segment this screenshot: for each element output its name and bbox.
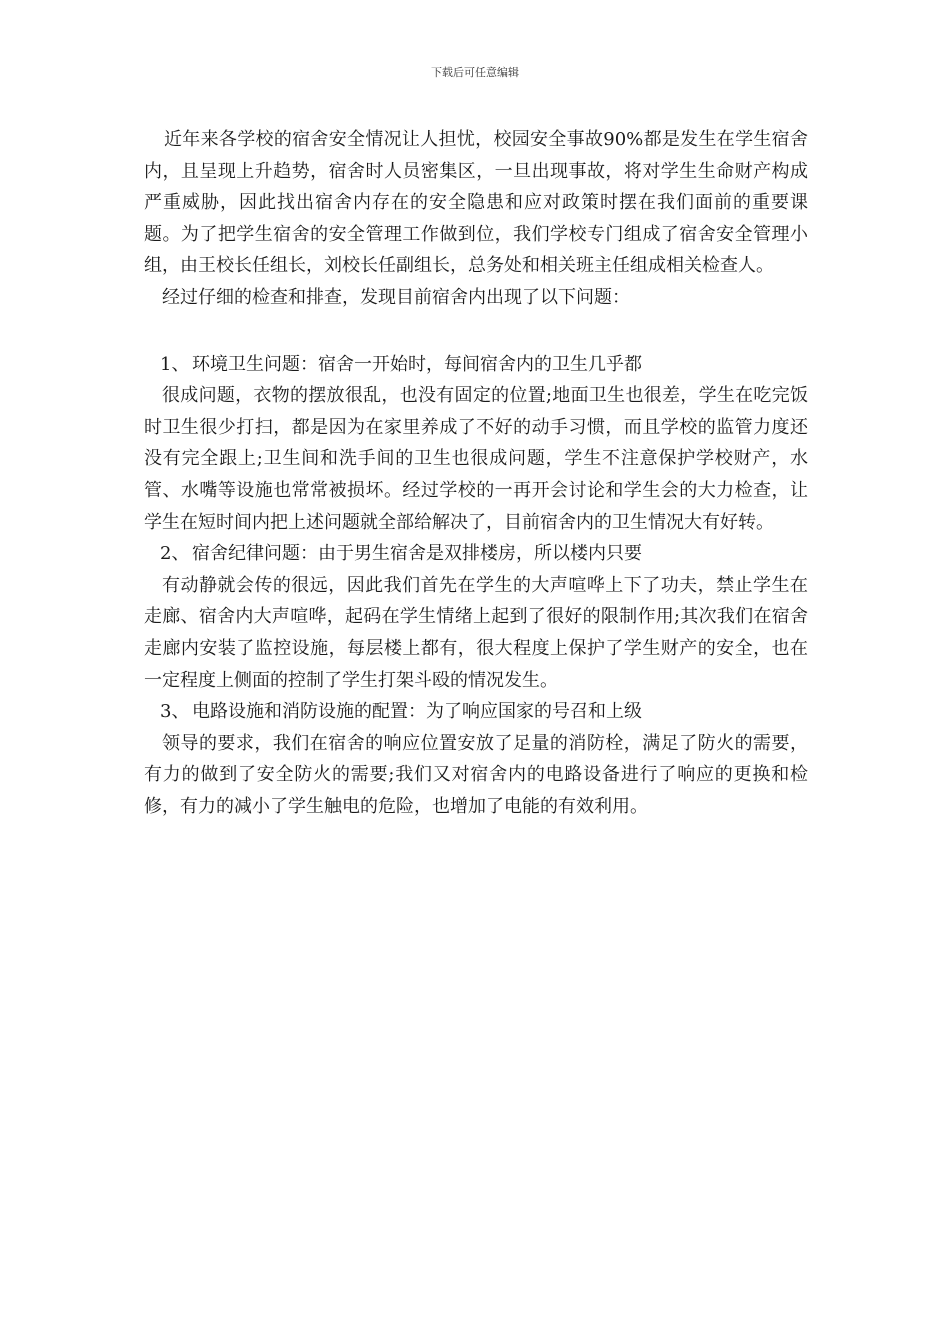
list-item-heading-text-2: 宿舍纪律问题：由于男生宿舍是双排楼房，所以楼内只要 bbox=[192, 543, 642, 565]
document-body bbox=[144, 124, 808, 822]
intro-paragraph: 近年来各学校的宿舍安全情况让人担忧，校园安全事故90%都是发生在学生宿舍内，且呈现上升趋势，宿舍时人员密集区，一旦出现事故，将对学生生命财产构成严重威胁，因此找出宿舍内存在的安全隐患和应对政策时摆在我们面前的重要课题。为了把学生宿舍的安全管理工作做到位，我们学校专门组成了宿舍安全管理小组，由王校长任组长，刘校长任副组长，总务处和相关班主任组成相关检查人。 bbox=[144, 129, 808, 277]
paragraph-gap bbox=[144, 314, 808, 349]
list-item-body-2: 有动静就会传的很远，因此我们首先在学生的大声喧哗上下了功夫，禁止学生在走廊、宿舍内大声喧哗，起码在学生情绪上起到了很好的限制作用;其次我们在宿舍走廊内安装了监控设施，每层楼上都有，很大程度上保护了学生财产的安全，也在一定程度上侧面的控制了学生打架斗殴的情况发生。 bbox=[144, 574, 808, 691]
list-item-heading-text-3: 电路设施和消防设施的配置：为了响应国家的号召和上级 bbox=[192, 701, 642, 723]
list-item-number-2: 2、 bbox=[160, 543, 190, 565]
page-header: 下载后可任意编辑 bbox=[431, 66, 519, 79]
list-item-heading-text-1: 环境卫生问题：宿舍一开始时，每间宿舍内的卫生几乎都 bbox=[192, 353, 642, 375]
list-item-heading-3 bbox=[144, 696, 808, 728]
list-item-number-3: 3、 bbox=[160, 701, 190, 723]
list-item-number-1: 1、 bbox=[160, 353, 190, 375]
list-item-body-1: 很成问题，衣物的摆放很乱，也没有固定的位置;地面卫生也很差，学生在吃完饭时卫生很少打扫，都是因为在家里养成了不好的动手习惯，而且学校的监管力度还没有完全跟上;卫生间和洗手间的卫生也很成问题，学生不注意保护学校财产，水管、水嘴等设施也常常被损坏。经过学校的一再开会讨论和学生会的大力检查，让学生在短时间内把上述问题就全部给解决了，目前宿舍内的卫生情况大有好转。 bbox=[144, 385, 808, 533]
list-item-heading-2 bbox=[144, 538, 808, 570]
lead-paragraph: 经过仔细的检查和排查，发现目前宿舍内出现了以下问题： bbox=[162, 286, 630, 308]
list-item-heading-1 bbox=[144, 349, 808, 381]
list-item-body-3: 领导的要求，我们在宿舍的响应位置安放了足量的消防栓，满足了防火的需要，有力的做到了安全防火的需要;我们又对宿舍内的电路设备进行了响应的更换和检修，有力的减小了学生触电的危险，也增加了电能的有效利用。 bbox=[144, 732, 808, 817]
